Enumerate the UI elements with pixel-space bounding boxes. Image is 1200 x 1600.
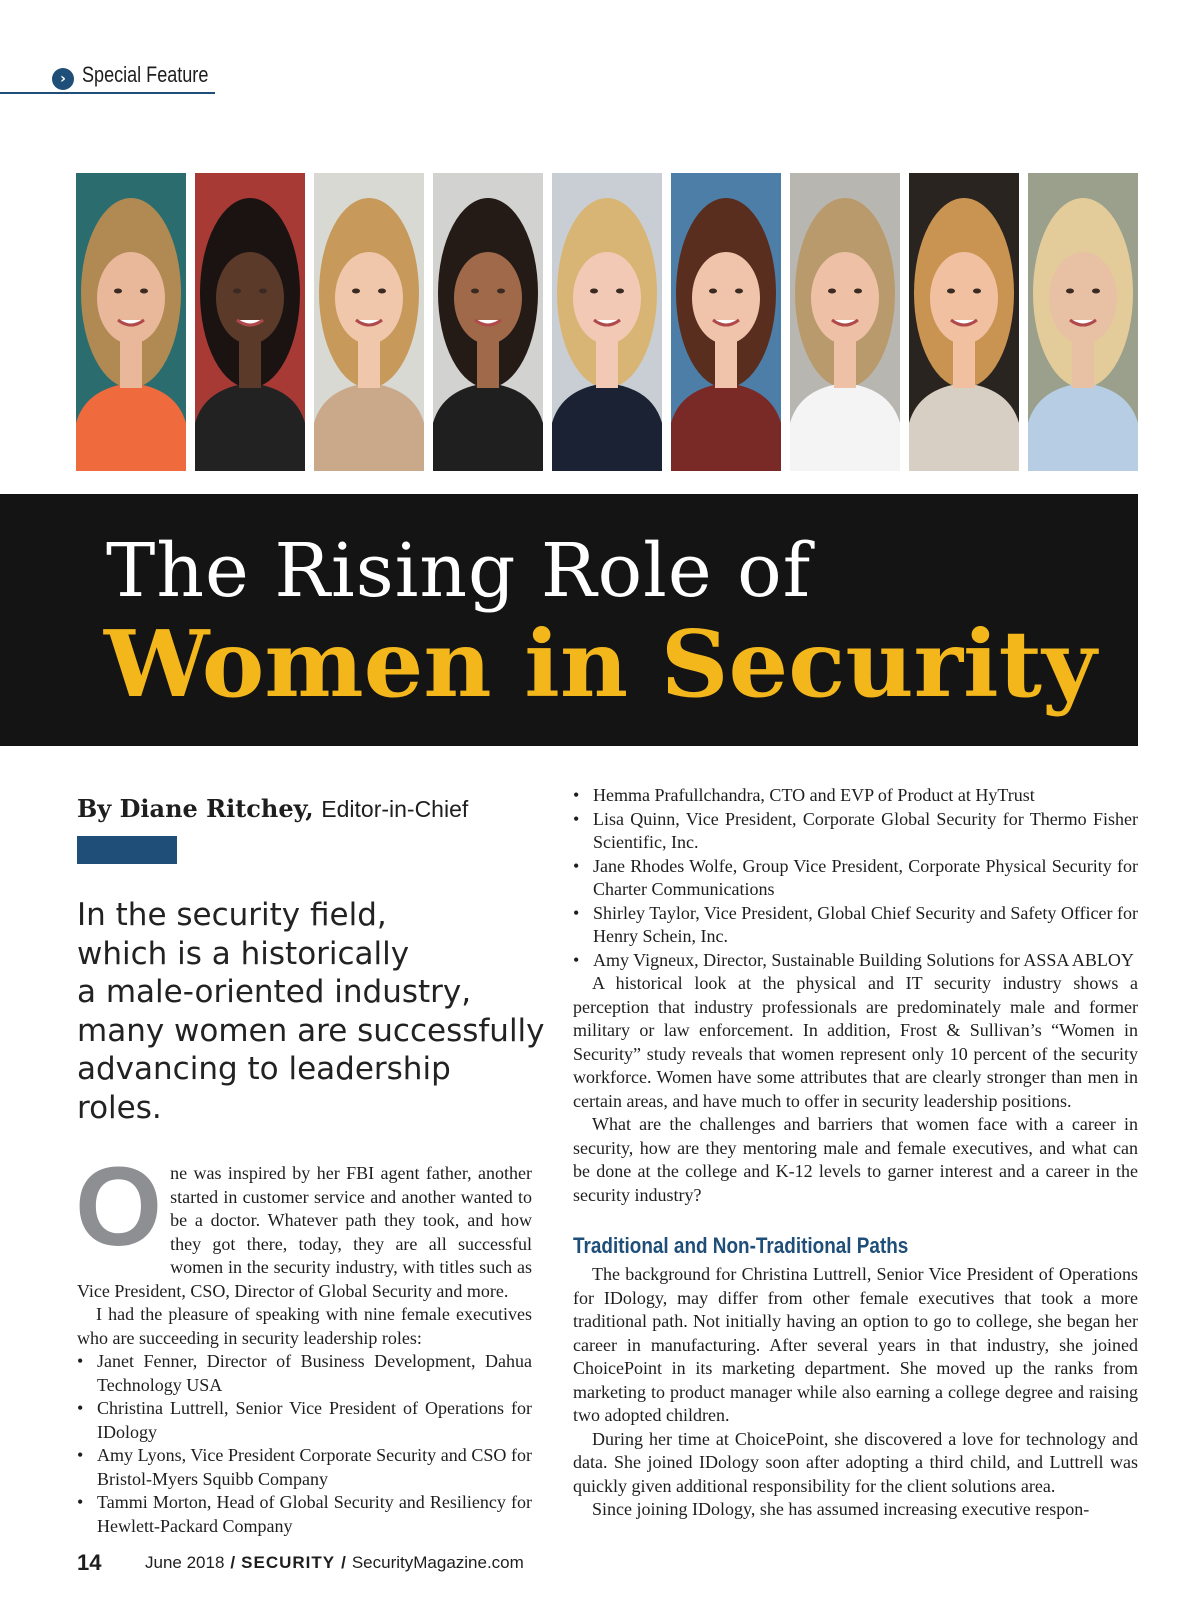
intro-text: ne was inspired by her FBI agent father, another started in customer service and another wanted to be a doctor. Whatever path they took, and how they got there, today, they are all successful women in the security industry, with titles such as Vice President, CSO, Director of Global Security and more. [77, 1163, 532, 1301]
byline-role: Editor-in-Chief [321, 796, 469, 822]
accent-bar [77, 836, 177, 864]
portrait-8 [909, 173, 1019, 471]
pull-quote-line: roles. [77, 1089, 162, 1126]
portrait-2 [195, 173, 305, 471]
chevron-right-icon: › [52, 68, 74, 90]
left-column [75, 1144, 532, 1538]
section-subhead: Traditional and Non-Traditional Paths [573, 1233, 909, 1258]
list-item: • Jane Rhodes Wolfe, Group Vice President, Corporate Physical Security for Charter Communications [573, 855, 1138, 902]
section-tag [0, 58, 215, 94]
body-paragraph: A historical look at the physical and IT security industry shows a perception that industry professionals are predominately male and former military or law enforcement. In addition, Frost & Sullivan’s “Women in Security” study reveals that women represent only 10 percent of the security workforce. Women have some attributes that are clearly stronger than men in certain areas, and have much to offer in security leadership positions. [573, 973, 1138, 1111]
body-paragraph: During her time at ChoicePoint, she discovered a love for technology and data. She joined IDology soon after adopting a third child, and Luttrell was quickly given additional responsibility for the client solutions area. [573, 1428, 1138, 1496]
portrait-4 [433, 173, 543, 471]
section-label: Special Feature [82, 62, 209, 87]
list-item: • Amy Lyons, Vice President Corporate Security and CSO for Bristol-Myers Squibb Company [77, 1444, 532, 1491]
footer-date: June 2018 [145, 1553, 225, 1572]
title-line-2: Women in Security [104, 610, 1097, 718]
list-item: • Hemma Prafullchandra, CTO and EVP of Product at HyTrust [573, 784, 1138, 808]
body-paragraph: Since joining IDology, she has assumed increasing executive respon- [592, 1499, 1090, 1519]
portrait-6 [671, 173, 781, 471]
section-rule [0, 92, 215, 94]
byline [77, 794, 468, 823]
footer-site: SecurityMagazine.com [351, 1553, 524, 1572]
title-line-1: The Rising Role of [106, 528, 812, 614]
portrait-1 [76, 173, 186, 471]
list-item: • Lisa Quinn, Vice President, Corporate Global Security for Thermo Fisher Scientific, Inc. [573, 808, 1138, 855]
list-item: • Shirley Taylor, Vice President, Global Chief Security and Safety Officer for Henry Schein, Inc. [573, 902, 1138, 949]
intro-paragraph [75, 1144, 532, 1303]
pull-quote-line: many women are successfully [77, 1012, 545, 1049]
portrait-9 [1028, 173, 1138, 471]
drop-cap: O [75, 1144, 163, 1269]
right-column [573, 784, 1138, 1522]
list-item: • Christina Luttrell, Senior Vice President of Operations for IDology [77, 1397, 532, 1444]
pull-quote-line: a male-oriented industry, [77, 974, 472, 1010]
footer-issue: June 2018 / SECURITY / SecurityMagazine.com [145, 1553, 524, 1572]
portrait-3 [314, 173, 424, 471]
executive-list-left [77, 1350, 532, 1538]
pull-quote [77, 896, 547, 1127]
page-number: 14 [77, 1550, 102, 1575]
pull-quote-line: which is a historically [77, 935, 410, 972]
list-item: • Amy Vigneux, Director, Sustainable Building Solutions for ASSA ABLOY [573, 949, 1138, 973]
portrait-5 [552, 173, 662, 471]
footer-magazine: SECURITY [241, 1553, 336, 1572]
pull-quote-line: advancing to leadership [77, 1051, 451, 1087]
byline-author: By Diane Ritchey, [77, 794, 314, 823]
portrait-7 [790, 173, 900, 471]
executive-list-right [573, 784, 1138, 972]
portrait-strip [76, 173, 1138, 471]
page-footer [77, 1550, 577, 1580]
list-item: • Tammi Morton, Head of Global Security and Resiliency for Hewlett-Packard Company [77, 1491, 532, 1538]
body-paragraph: The background for Christina Luttrell, Senior Vice President of Operations for IDology, may differ from other female executives that took a more traditional path. Not initially having an option to go to college, she began her career in manufacturing. After several years in that industry, she joined ChoicePoint in its marketing department. She moved up the ranks from marketing to product manager while also earning a college degree and raising two adopted children. [573, 1264, 1138, 1425]
pull-quote-line: In the security field, [77, 897, 387, 933]
intro-paragraph-2: I had the pleasure of speaking with nine female executives who are succeeding in security leadership roles: [77, 1304, 532, 1348]
title-banner [0, 494, 1138, 746]
body-paragraph: What are the challenges and barriers that women face with a career in security, how are they mentoring male and female executives, and what can be done at the college and K-12 levels to garner interest and a career in the security industry? [573, 1114, 1138, 1205]
list-item: • Janet Fenner, Director of Business Development, Dahua Technology USA [77, 1350, 532, 1397]
